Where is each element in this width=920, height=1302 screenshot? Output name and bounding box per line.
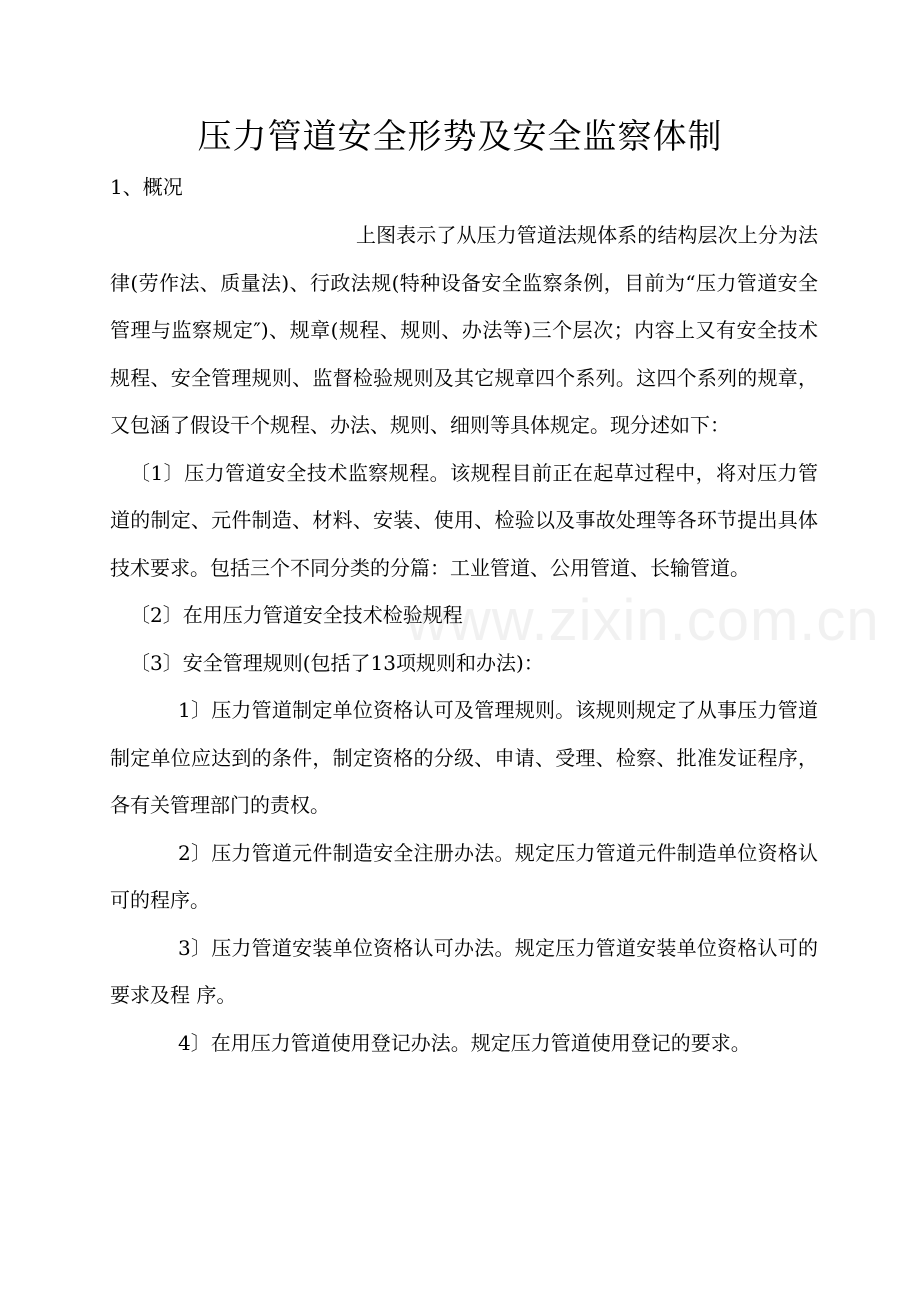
paragraph-item-2: 〔2〕在用压力管道安全技术检验规程 — [130, 603, 463, 627]
watermark: www.zixin.com.cn — [406, 588, 880, 653]
paragraph-item-1: 〔1〕压力管道安全技术监察规程。该规程目前正在起草过程中，将对压力管道的制定、元件制造、材料、安装、使用、检验以及事故处理等各环节提出具体技术要求。包括三个不同分类的分篇：工业管道、公用管道、长输管道。 — [110, 460, 818, 580]
paragraph-item-3: 〔3〕安全管理规则(包括了13项规则和办法)： — [130, 650, 544, 675]
paragraph-subitem-1: 1〕压力管道制定单位资格认可及管理规则。该规则规定了从事压力管道制定单位应达到的条件，制定资格的分级、申请、受理、检察、批准发证程序，各有关管理部门的责权。 — [110, 698, 818, 817]
document-title: 压力管道安全形势及安全监察体制 — [197, 117, 723, 157]
section-heading: 1、概况 — [110, 175, 183, 199]
paragraph-subitem-4: 4〕在用压力管道使用登记办法。规定压力管道使用登记的要求。 — [178, 1030, 751, 1055]
paragraph-intro: 上图表示了从压力管道法规体系的结构层次上分为法律(劳作法、质量法)、行政法规(特种设备安全监察条例，目前为“压力管道安全管理与监察规定″)、规章(规程、规则、办法等)三个层次；内容上又有安全技术规程、安全管理规则、监督检验规则及其它规章四个系列。这四个系列的规章，又包涵了假设干个规程、办法、规则、细则等具体规定。现分述如下： — [110, 223, 818, 437]
paragraph-subitem-3: 3〕压力管道安装单位资格认可办法。规定压力管道安装单位资格认可的要求及程 序。 — [110, 935, 818, 1007]
document-body — [110, 212, 818, 1067]
paragraph-subitem-2: 2〕压力管道元件制造安全注册办法。规定压力管道元件制造单位资格认可的程序。 — [110, 840, 818, 912]
